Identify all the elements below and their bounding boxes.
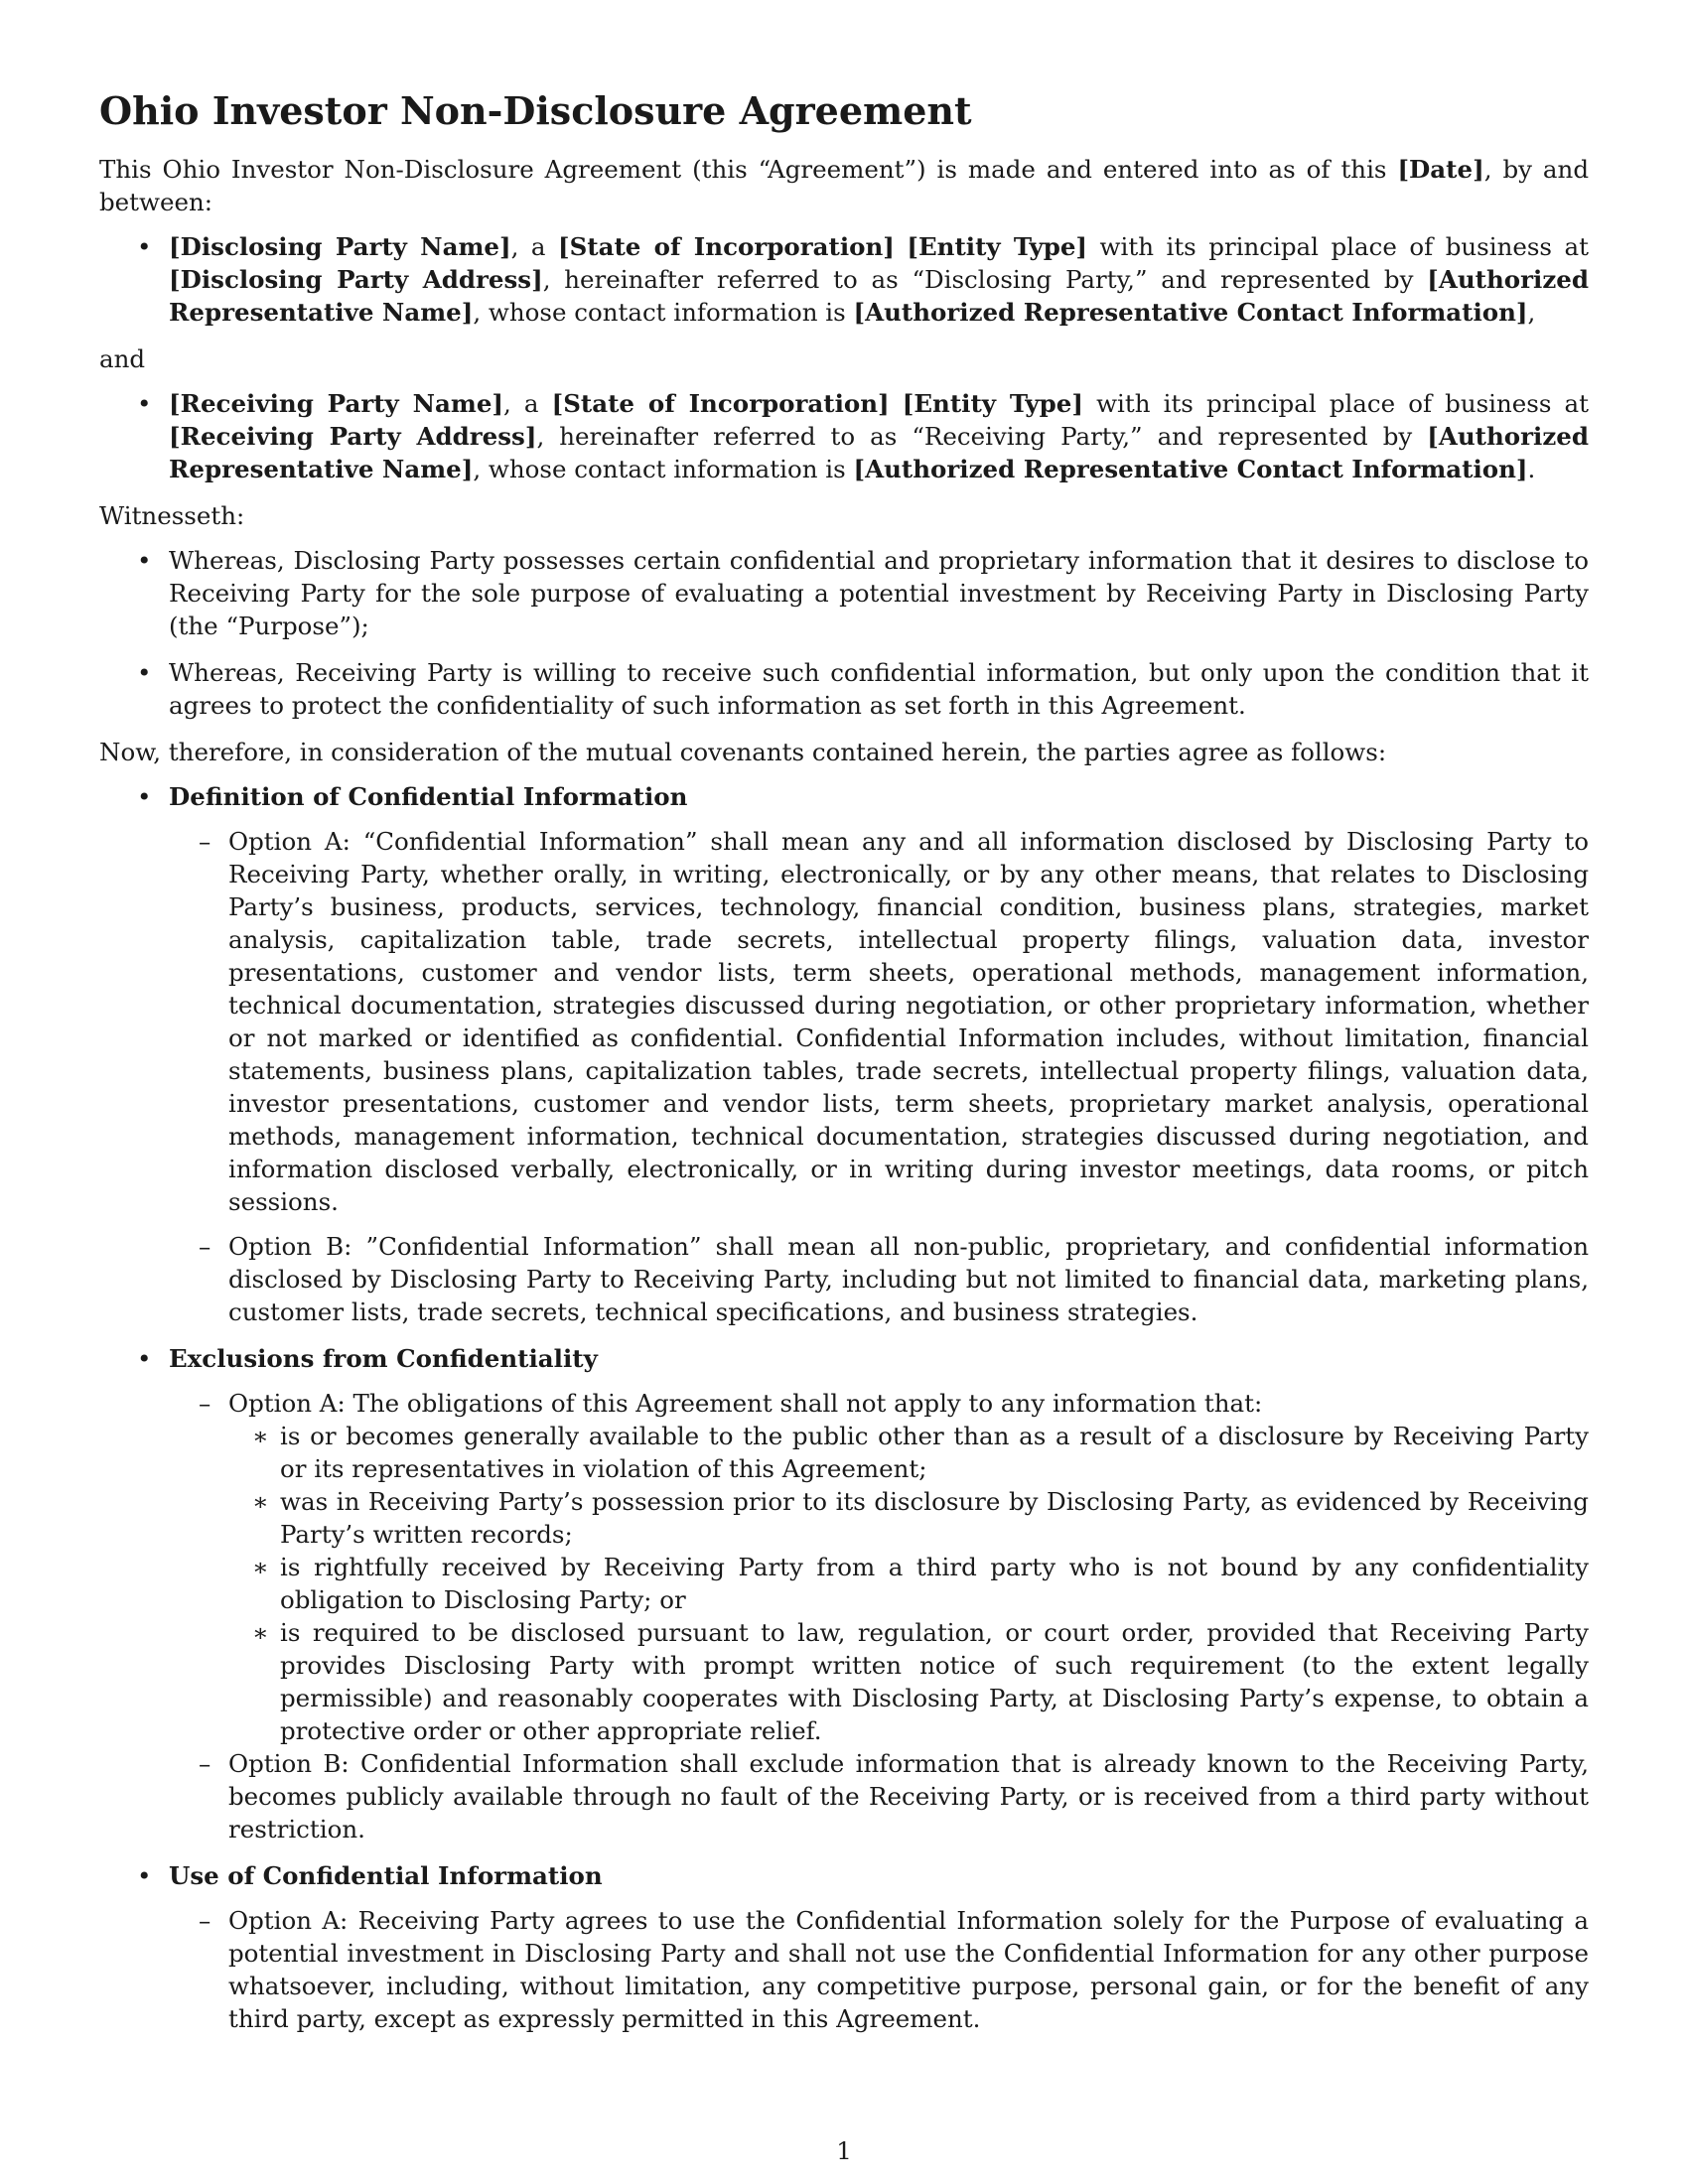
receiving-entity-field: [Entity Type] — [902, 389, 1083, 418]
text-fragment: , a — [510, 232, 559, 261]
date-field: [Date] — [1397, 155, 1484, 184]
section-title: Definition of Confidential Information — [169, 782, 688, 811]
receiving-rep-name-field: [Authorized Representative Name] — [169, 422, 1589, 483]
document-title: Ohio Investor Non-Disclosure Agreement — [99, 88, 972, 133]
now-therefore-paragraph: Now, therefore, in consideration of the mutual covenants contained herein, the parties agree as follows: — [99, 738, 1387, 766]
intro-text: This Ohio Investor Non-Disclosure Agreement (this “Agreement”) is made and entered into as of this — [99, 155, 1398, 184]
section-title: Exclusions from Confidentiality — [169, 1344, 598, 1373]
section-definition — [99, 780, 1589, 1328]
receiving-address-field: [Receiving Party Address] — [169, 422, 537, 451]
exclusion-item: ∗ is required to be disclosed pursuant to law, regulation, or court order, provided that Receiving Party provides Disclosing Party with prompt written notice of such requirement (to the extent legally permissible) and reasonably cooperates with Disclosing Party, at Disclosing Party’s expense, to obtain a protective order or other appropriate relief. — [228, 1616, 1589, 1747]
text-fragment: , whose contact information is — [473, 298, 854, 327]
receiving-state-field: [State of Incorporation] — [551, 389, 890, 418]
receiving-party-name-field: [Receiving Party Name] — [169, 389, 504, 418]
section-title: Use of Confidential Information — [169, 1861, 603, 1890]
option-item: – Option A: “Confidential Information” shall mean any and all information disclosed by Disclosing Party to Receiving Party, whether orally, in writing, electronically, or by any other means, that relates to Disclosing Party’s business, products, services, technology, financial condition, business plans, strategies, market analysis, capitalization table, trade secrets, intellectual property filings, valuation data, investor presentations, customer and vendor lists, term sheets, operational methods, management information, technical documentation, strategies discussed during negotiation, or other proprietary information, whether or not marked or identified as confidential. Confidential Information includes, without limitation, financial statements, business plans, capitalization tables, trade secrets, intellectual property filings, valuation data, investor presentations, customer and vendor lists, term sheets, proprietary market analysis, operational methods, management information, technical documentation, strategies discussed during negotiation, and information disclosed verbally, electronically, or in writing during investor meetings, data rooms, or pitch sessions. — [169, 825, 1589, 1218]
use-options — [169, 1904, 1589, 2035]
disclosing-party-list — [99, 230, 1589, 329]
text-fragment: , hereinafter referred to as “Receiving Party,” and represented by — [536, 422, 1428, 451]
text-fragment: , whose contact information is — [473, 455, 854, 483]
option-item: – Option B: Confidential Information shall exclude information that is already known to the Receiving Party, becomes publicly available through no fault of the Receiving Party, or is received from a third party without restriction. — [169, 1747, 1589, 1845]
and-text: and — [99, 344, 146, 373]
witnesseth-heading: Witnesseth: — [99, 501, 245, 530]
text-fragment: , — [1527, 298, 1536, 327]
whereas-item: • Whereas, Receiving Party is willing to receive such confidential information, but only upon the condition that it agrees to protect the confidentiality of such information as set forth in this Agreement. — [99, 656, 1589, 722]
text-fragment: with its principal place of business at — [1082, 389, 1589, 418]
option-a-intro: Option A: The obligations of this Agreement shall not apply to any information that: — [228, 1389, 1263, 1418]
disclosing-party-item — [99, 230, 1589, 329]
text-fragment: , hereinafter referred to as “Disclosing Party,” and represented by — [542, 265, 1428, 294]
intro-paragraph — [99, 153, 1589, 218]
definition-options — [169, 825, 1589, 1328]
exclusion-item: ∗ is or becomes generally available to the public other than as a result of a disclosure by Receiving Party or its representatives in violation of this Agreement; — [228, 1420, 1589, 1485]
disclosing-address-field: [Disclosing Party Address] — [169, 265, 543, 294]
disclosing-entity-field: [Entity Type] — [907, 232, 1088, 261]
receiving-party-item — [99, 387, 1589, 485]
sections-list — [99, 780, 1589, 2035]
whereas-list — [99, 544, 1589, 722]
exclusion-item: ∗ was in Receiving Party’s possession prior to its disclosure by Disclosing Party, as evidenced by Receiving Party’s written records; — [228, 1485, 1589, 1551]
intro-text-end: , by and between: — [99, 155, 1589, 216]
whereas-item: • Whereas, Disclosing Party possesses certain confidential and proprietary information that it desires to disclose to Receiving Party for the sole purpose of evaluating a potential investment by Receiving Party in Disclosing Party (the “Purpose”); — [99, 544, 1589, 642]
exclusion-options — [169, 1387, 1589, 1845]
disclosing-party-name-field: [Disclosing Party Name] — [169, 232, 511, 261]
option-item — [169, 1387, 1589, 1747]
disclosing-rep-name-field: [Authorized Representative Name] — [169, 265, 1589, 327]
document-body — [99, 87, 1589, 2049]
text-fragment: with its principal place of business at — [1087, 232, 1589, 261]
text-fragment: . — [1527, 455, 1536, 483]
receiving-rep-contact-field: [Authorized Representative Contact Information] — [853, 455, 1528, 483]
disclosing-state-field: [State of Incorporation] — [558, 232, 895, 261]
option-item: – Option A: Receiving Party agrees to use the Confidential Information solely for the Purpose of evaluating a potential investment in Disclosing Party and shall not use the Confidential Information for any other purpose whatsoever, including, without limitation, any competitive purpose, personal gain, or for the benefit of any third party, except as expressly permitted in this Agreement. — [169, 1904, 1589, 2035]
disclosing-rep-contact-field: [Authorized Representative Contact Information] — [853, 298, 1528, 327]
section-exclusions — [99, 1342, 1589, 1845]
option-item: – Option B: ”Confidential Information” shall mean all non-public, proprietary, and confidential information disclosed by Disclosing Party to Receiving Party, including but not limited to financial data, marketing plans, customer lists, trade secrets, technical specifications, and business strategies. — [169, 1230, 1589, 1328]
text-fragment: , a — [503, 389, 552, 418]
section-use — [99, 1859, 1589, 2035]
receiving-party-list — [99, 387, 1589, 485]
exclusion-item: ∗ is rightfully received by Receiving Party from a third party who is not bound by any confidentiality obligation to Disclosing Party; or — [228, 1551, 1589, 1616]
exclusion-sub-list — [228, 1420, 1589, 1747]
page-number: 1 — [836, 2136, 852, 2165]
